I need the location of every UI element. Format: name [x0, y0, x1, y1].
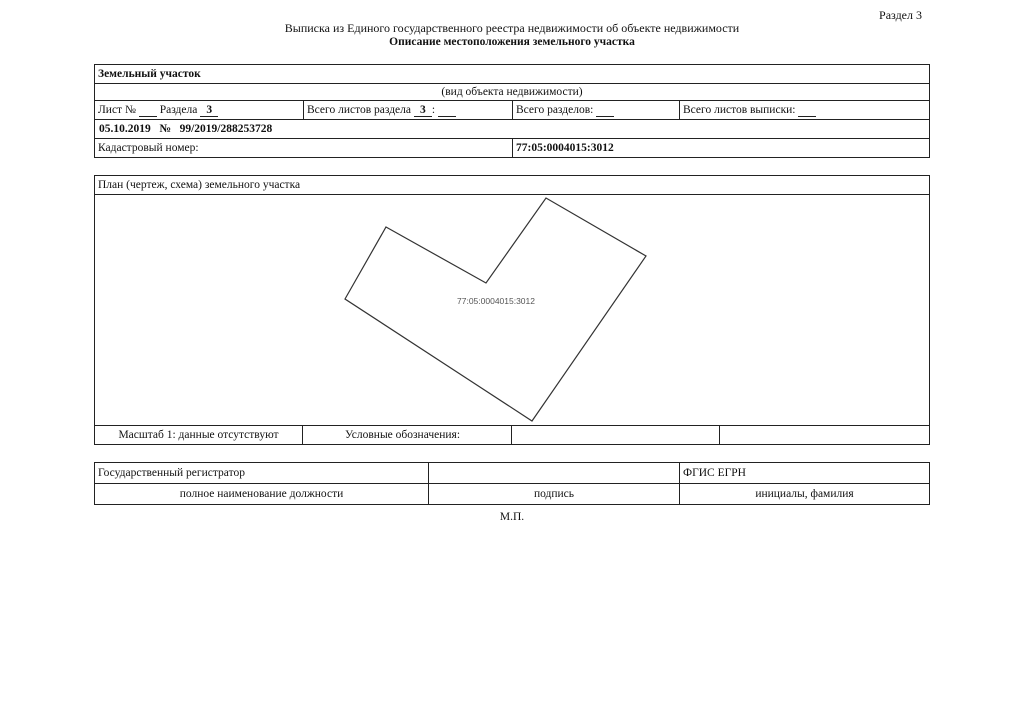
plan-drawing	[95, 176, 931, 446]
sheet-no-label: Лист №	[98, 103, 136, 116]
sheet-cell	[95, 101, 304, 120]
sheet-no-value	[139, 104, 157, 117]
legend-cell-1	[512, 426, 720, 444]
record-date: 05.10.2019	[99, 123, 151, 135]
position-caption: полное наименование должности	[95, 484, 429, 505]
scale-text: Масштаб 1: данные отсутствуют	[95, 426, 303, 444]
record-number: 99/2019/288253728	[179, 123, 273, 135]
total-sheets-section-cell: Всего листов раздела 3 :	[304, 101, 513, 120]
total-sheets-section-label: Всего листов раздела	[307, 103, 411, 116]
total-sheets-section-value: 3	[414, 104, 432, 117]
document-subtitle: Описание местоположения земельного участка	[389, 36, 635, 48]
record-cell	[95, 120, 930, 139]
parcel-label: 77:05:0004015:3012	[457, 296, 535, 306]
cadastral-label: Кадастровый номер:	[95, 139, 513, 158]
section-tag: Раздел 3	[879, 8, 922, 22]
info-table	[94, 64, 930, 158]
total-sheets-extract-cell	[680, 101, 930, 120]
section-label: Раздела	[159, 103, 198, 116]
legend-label: Условные обозначения:	[303, 426, 512, 444]
plan-box	[94, 175, 930, 445]
initials-caption: инициалы, фамилия	[680, 484, 930, 505]
object-type: Земельный участок	[95, 65, 930, 84]
stamp-label: М.П.	[499, 511, 525, 523]
registrar-label: Государственный регистратор	[95, 463, 429, 484]
parcel-outline	[345, 198, 646, 421]
section-value: 3	[200, 104, 218, 117]
signature-blank	[429, 463, 680, 484]
plan-heading: План (чертеж, схема) земельного участка	[95, 176, 929, 195]
signature-table	[94, 462, 930, 505]
cadastral-value: 77:05:0004015:3012	[513, 139, 930, 158]
signature-caption: подпись	[429, 484, 680, 505]
document-title: Выписка из Единого государственного реестра недвижимости об объекте недвижимости	[284, 21, 740, 35]
total-sections-label: Всего разделов:	[516, 103, 594, 116]
legend-cell-2	[720, 426, 929, 444]
record-number-label: №	[159, 123, 171, 135]
plan-footer	[95, 425, 929, 444]
object-type-caption: (вид объекта недвижимости)	[95, 84, 930, 101]
fgis-label: ФГИС ЕГРН	[680, 463, 930, 484]
total-sections-cell	[513, 101, 680, 120]
total-sheets-extract-label: Всего листов выписки:	[683, 103, 796, 116]
